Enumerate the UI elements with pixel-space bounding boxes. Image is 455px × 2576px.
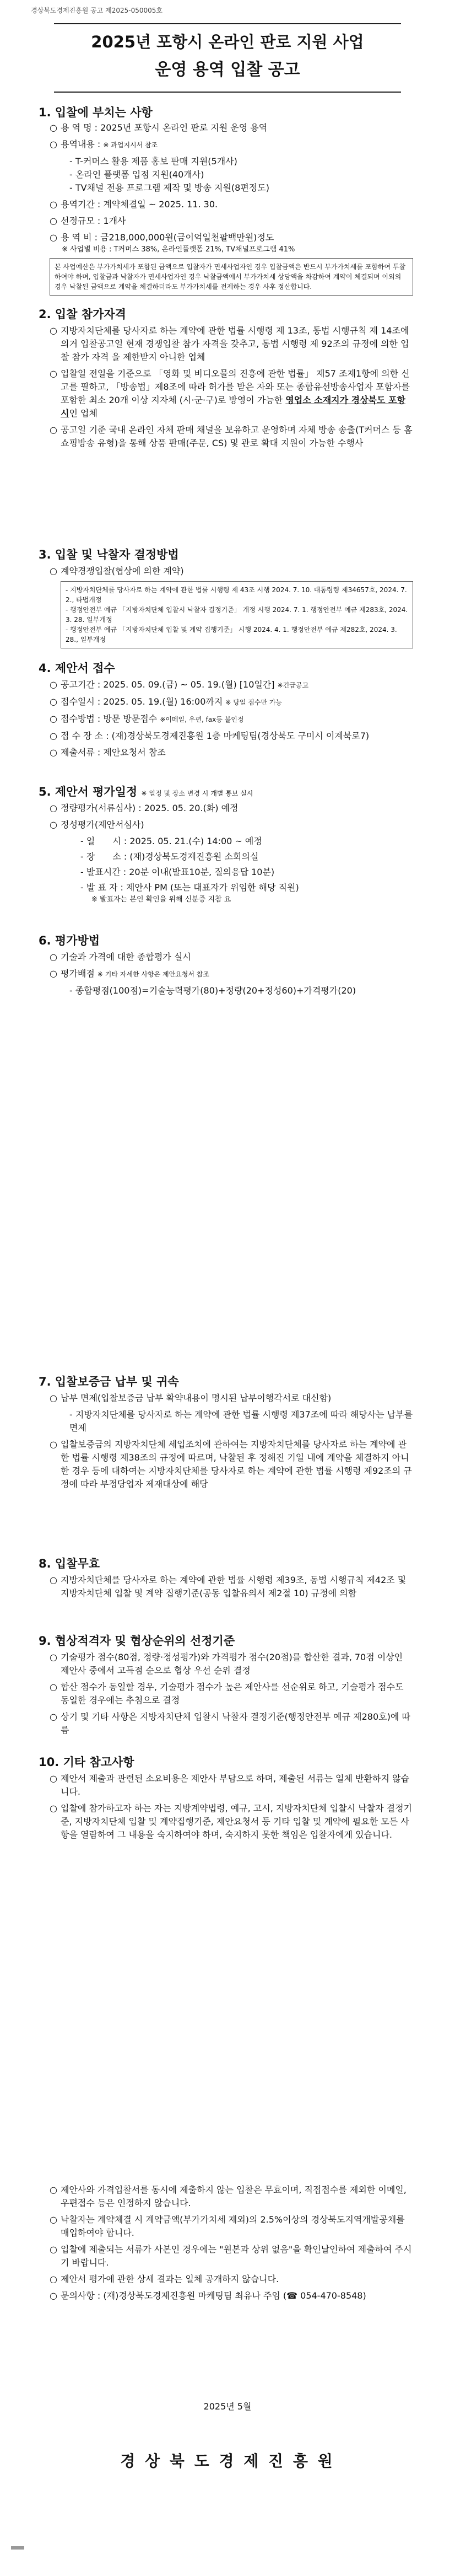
eval-presentation-time: - 발표시간 : 20분 이내(발표10분, 질의응답 10분) [80,867,275,877]
page-title-line2: 운영 용역 입찰 공고 [155,60,300,79]
submission-deadline-note: ※ 당일 접수만 가능 [225,699,283,706]
section-1-heading: 1. 입찰에 부치는 사항 [39,106,153,119]
urgent-notice: ※긴급공고 [277,681,309,689]
section-5-heading [39,783,253,799]
bid-basis-box [61,581,413,648]
bid-invalid: 지방자치단체를 당사자로 하는 계약에 관한 법률 시행령 제39조, 동법 시행규칙 제42조 및 지방자치단체 입찰 및 계약 집행기준(공동 입찰유의서 제2절 10) 규정에 의함 [61,1575,407,1598]
page-title-line1: 2025년 포항시 온라인 판로 지원 사업 [91,33,364,51]
eval-score-note: ※ 기타 자세한 사항은 제안요청서 참조 [97,970,209,978]
deposit-exemption: 납부 면제(입찰보증금 납부 확약내용이 명시된 납부이행각서로 대신함) [61,1393,332,1403]
section-10-heading: 10. 기타 참고사항 [39,1756,134,1769]
section-8-heading: 8. 입찰무효 [39,1557,100,1570]
eval-score-formula: - 종합평점(100점)=기술능력평가(80)+정량(20+정성60)+가격평가(20) [69,985,356,996]
eval-presenter: - 발 표 자 : 제안사 PM (또는 대표자가 위임한 해당 직원) [80,882,299,893]
vat-box-note: 본 사업예산은 부가가치세가 포함된 금액으로 입찰자가 면세사업자인 경우 입찰금액은 반드시 부가가치세를 포함하여 투찰하여야 하며, 입찰금과 낙찰자가 면세사업자인 경우 낙찰금액에서 부가가치세 상당액을 차감하여 계약이 체결되며 이외의 경우 낙찰된 금액으로 계약을 체결하더라도 부가가치세를 전제하는 경우 사후 정산합니다. [50,258,413,296]
service-content-note: ※ 과업지시서 참조 [103,141,158,149]
section-10-body: ○ 제안서 제출과 관련된 소요비용은 제안사 부담으로 하며, 제출된 서류는 일체 반환하지 않습니다. ○ 입찰에 참가하고자 하는 자는 지방계약법령, 예규, 고시, 지방자치단체 입찰시 낙찰자 결정기준, 지방자치단체 입찰 및 계약집행기준, 제안요청서 등 기타 입찰 및 계약에 필요한 모든 사항을 열람하여 그 내용을 숙지하여야 하며, 숙지하지 못한 책임은 입찰자에게 있습니다. [50,1773,412,1840]
reference-3: 제안사와 가격입찰서를 동시에 제출하지 않는 입찰은 무효이며, 직접접수를 제외한 이메일, 우편접수 등은 인정하지 않습니다. [61,2185,407,2208]
eval-datetime: - 일 시 : 2025. 05. 21.(수) 14:00 ~ 예정 [80,836,262,846]
section-6-heading: 6. 평가방법 [39,934,100,947]
submission-place: 접 수 장 소 : (재)경상북도경제진흥원 1층 마케팅팀(경상북도 구미시 이계북로7) [61,731,370,741]
reference-2: 입찰에 참가하고자 하는 자는 지방계약법령, 예규, 고시, 지방자치단체 입찰시 낙찰자 결정기준, 지방자치단체 입찰 및 계약집행기준, 제안요청서 등 기타 입찰 및 계약에 필요한 모든 사항을 열람하여 그 내용을 숙지하여야 하며, 숙지하지 못한 책임은 입찰자에게 있습니다. [61,1803,412,1840]
section-4-heading: 4. 제안서 접수 [39,662,115,675]
section-9-body: ○ 기술평가 점수(80점, 정량·정성평가)와 가격평가 점수(20점)를 합산한 결과, 70점 이상인 제안사 중에서 고득점 순으로 협상 우선 순위 결정 ○ 합산 점수가 동일할 경우, 기술평가 점수가 높은 제안사를 선순위로 하고, 기술평가 점수도 동일한 경우에는 추첨으로 결정 ○ 상기 및 기타 사항은 지방자치단체 입찰시 낙찰자 결정기준(행정안전부 예규 제280호)에 따름 [50,1652,410,1735]
bid-basis-3: - 행정안전부 예규 「지방자치단체 입찰 및 계약 집행기준」 시행 2024. 4. 1. 행정안전부 예규 제282호, 2024. 3. 28., 일부개정 [66,626,397,643]
bid-basis-2: - 행정안전부 예규 「지방자치단체 입찰시 낙찰자 결정기준」 개정 시행 2024. 7. 1. 행정안전부 예규 제283호, 2024. 3. 28. 일부개정 [66,606,408,624]
section-2-body: ○ 지방자치단체를 당사자로 하는 계약에 관한 법률 시행령 제 13조, 동법 시행규칙 제 14조에 의거 입찰공고일 현재 경쟁입찰 참가 자격을 갖추고, 동법 시행령 제 92조의 규정에 의한 입찰 참가 자격 을 제한받지 아니한 업체 ○ 입찰일 전일을 기준으로 「영화 및 비디오물의 진흥에 관한 법률」 제57 조제1항에 의한 신고를 필하고, 「방송법」제8조에 따라 허가를 받은 자와 또는 종합유선방송사업자 포함자를 포함한 최소 20개 이상 지자체 (시·군·구)로 방영이 가능한 영업소 소재지가 경상북도 포항시인 업체 ○ 공고일 기준 국내 온라인 자체 판매 채널을 보유하고 운영하며 자체 방송 송출(T커머스 등 홈쇼핑방송 유형)을 통해 상품 판매(주문, CS) 및 관로 확대 지원이 가능한 수행사 [50,325,413,448]
deposit-forfeit: 입찰보증금의 지방자치단체 세입조치에 관하여는 지방자치단체를 당사자로 하는 계약에 관한 법률 시행령 제38조의 규정에 따르며, 낙찰된 후 정해진 기일 내에 계약을 체결하지 아니한 경우 등에 대하여는 지방자치단체를 당사자로 하는 계약에 관한 법률 시행령 제92조의 규정에 따라 부정당업자 제재대상에 해당 [61,1439,412,1489]
section-5-title: 5. 제안서 평가일정 [39,785,138,798]
bid-basis-1: - 지방자치단체를 당사자로 하는 계약에 관한 법률 시행령 제 43조 시행 2024. 7. 10. 대통령령 제34657호, 2024. 7. 2., 타법개정 [66,586,407,604]
section-10-continued: ○ 제안사와 가격입찰서를 동시에 제출하지 않는 입찰은 무효이며, 직접접수를 제외한 이메일, 우편접수 등은 인정하지 않습니다. ○ 낙찰자는 계약체결 시 계약금액(부가가치세 제외)의 2.5%이상의 경상북도지역개발공채를 매입하여야 합니다. ○ 입찰에 제출되는 서류가 사본인 경우에는 "원본과 상위 없음"을 확인날인하여 제출하여 주시기 바랍니다. ○ 제안서 평가에 관한 상세 결과는 일체 공개하지 않습니다. ○ 문의사항 : (재)경상북도경제진흥원 마케팅팀 최유나 주임 (☎ 054-470-8548) [50,2185,412,2301]
service-cost-note: ※ 사업별 비용 : T커머스 38%, 온라인플랫폼 21%, TV채널프로그램 41% [62,245,295,254]
section-3-heading: 3. 입찰 및 낙찰자 결정방법 [39,548,179,561]
issuing-organization: 경 상 북 도 경 제 진 흥 원 [120,2452,335,2470]
section-5-body: ○ 정량평가(서류심사) : 2025. 05. 20.(화) 예정 ○ 정성평가(제안서심사) - 일 시 : 2025. 05. 21.(수) 14:00 ~ 예정 - 장 소 : (재)경상북도경제진흥원 소회의실 - 발표시간 : 20분 이내(발표10분, 질의응답 10분) - 발 표 자 : 제안사 PM (또는 대표자가 위임한 해당 직원) ※ 발표자는 본인 확인을 위해 신분증 지참 요 [50,802,413,905]
required-documents: 제출서류 : 제안요청서 참조 [61,747,166,758]
submission-deadline: 접수일시 : 2025. 05. 19.(월) 16:00까지 [61,696,223,707]
section-5-note: ※ 일정 및 장소 변경 시 개별 통보 실시 [141,790,253,797]
notice-date: 2025년 5월 [203,2401,252,2412]
section-3-body: ○ 계약경쟁입찰(협상에 의한 계약) - 지방자치단체를 당사자로 하는 계약에 관한 법률 시행령 제 43조 시행 2024. 7. 10. 대통령령 제34657호, 2024. 7. 2., 타법개정 - 행정안전부 예규 「지방자치단체 입찰시 낙찰자 결정기준」 개정 시행 2024. 7. 1. 행정안전부 예규 제283호, 2024. 3. 28. 일부개정 - 행정안전부 예규 「지방자치단체 입찰 및 계약 집행기준」 시행 2024. 4. 1. 행정안전부 예규 제282호, 2024. 3. 28., 일부개정 [50,565,413,648]
negotiation-criteria-1: 기술평가 점수(80점, 정량·정성평가)와 가격평가 점수(20점)를 합산한 결과, 70점 이상인 제안사 중에서 고득점 순으로 협상 우선 순위 결정 [61,1652,403,1676]
negotiation-criteria-2: 합산 점수가 동일할 경우, 기술평가 점수가 높은 제안사를 선순위로 하고, 기술평가 점수도 동일한 경우에는 추첨으로 결정 [61,1682,404,1705]
service-sub-3: - TV채널 전용 프로그램 제작 및 방송 지원(8편정도) [69,183,269,193]
service-sub-2: - 온라인 플랫폼 입점 지원(40개사) [69,169,204,180]
eligibility-2-c: 인 업체 [69,408,98,418]
service-period: 용역기간 : 계약체결일 ~ 2025. 11. 30. [61,199,218,210]
section-1-body: ○ 용 역 명 : 2025년 포항시 온라인 판로 지원 운영 용역 ○ 용역내용 : ※ 과업지시서 참조 - T-커머스 활용 제품 홍보 판매 지원(5개사) - 온라인 플랫폼 입점 지원(40개사) - TV채널 전용 프로그램 제작 및 방송 지원(8편정도) ○ 용역기간 : 계약체결일 ~ 2025. 11. 30. ○ 선정규모 : 1개사 ○ 용 역 비 : 금218,000,000원(금이억일천팔백만원)정도 ※ 사업별 비용 : T커머스 38%, 온라인플랫폼 21%, TV채널프로그램 41% 본 사업예산은 부가가치세가 포함된 금액으로 입찰자가 면세사업자인 경우 입찰금액은 반드시 부가가치세를 포함하여 투찰하여야 하며, 입찰금과 낙찰자가 면세사업자인 경우 낙찰금액에서 부가가치세 상당액을 차감하여 계약이 체결되며 이외의 경우 낙찰된 금액으로 계약을 체결하더라도 부가가치세를 전제하는 경우 사후 정산합니다. [50,121,413,296]
reference-1: 제안서 제출과 관련된 소요비용은 제안사 부담으로 하며, 제출된 서류는 일체 반환하지 않습니다. [61,1773,409,1797]
eligibility-2-b: 영업소 소재지가 경상북도 포항시 [61,395,405,418]
eval-method: 기술과 가격에 대한 종합평가 실시 [61,952,191,962]
eligibility-3: 공고일 기준 국내 온라인 자체 판매 채널을 보유하고 운영하며 자체 방송 송출(T커머스 등 홈쇼핑방송 유형)을 통해 상품 판매(주문, CS) 및 관로 확대 지원이 가능한 수행사 [61,425,413,448]
reference-4: 낙찰자는 계약체결 시 계약금액(부가가치세 제외)의 2.5%이상의 경상북도지역개발공채를 매입하여야 합니다. [61,2214,405,2238]
section-4-body: ○ 공고기간 : 2025. 05. 09.(금) ~ 05. 19.(월) [10일간] ※긴급공고 ○ 접수일시 : 2025. 05. 19.(월) 16:00까지 ※ 당일 접수만 가능 ○ 접수방법 : 방문 방문접수 ※이메일, 우편, fax등 불인정 ○ 접 수 장 소 : (재)경상북도경제진흥원 1층 마케팅팀(경상북도 구미시 이계북로7) ○ 제출서류 : 제안요청서 참조 [50,679,370,758]
section-6-body: ○ 기술과 가격에 대한 종합평가 실시 ○ 평가배점 ※ 기타 자세한 사항은 제안요청서 참조 - 종합평점(100점)=기술능력평가(80)+정량(20+정성60)+가격평가(20) [50,951,413,997]
selection-scale: 선정규모 : 1개사 [61,216,126,226]
section-7-heading: 7. 입찰보증금 납부 및 귀속 [39,1375,179,1388]
title-box [54,23,401,93]
section-7-body: ○ 납부 면제(입찰보증금 납부 확약내용이 명시된 납부이행각서로 대신함) - 지방자치단체를 당사자로 하는 계약에 관한 법률 시행령 제37조에 따라 해당사는 납부를 면제 ○ 입찰보증금의 지방자치단체 세입조치에 관하여는 지방자치단체를 당사자로 하는 계약에 관한 법률 시행령 제38조의 규정에 따르며, 낙찰된 후 정해진 기일 내에 계약을 체결하지 아니한 경우 등에 대하여는 지방자치단체를 당사자로 하는 계약에 관한 법률 시행령 제92조의 규정에 따라 부정당업자 제재대상에 해당 [50,1393,413,1489]
service-sub-1: - T-커머스 활용 제품 홍보 판매 지원(5개사) [69,156,237,167]
negotiation-criteria-3: 상기 및 기타 사항은 지방자치단체 입찰시 낙찰자 결정기준(행정안전부 예규 제280호)에 따름 [61,1711,410,1735]
reference-5: 입찰에 제출되는 서류가 사본인 경우에는 "원본과 상위 없음"을 확인날인하여 제출하여 주시기 바랍니다. [61,2244,412,2268]
section-8-body: ○ 지방자치단체를 당사자로 하는 계약에 관한 법률 시행령 제39조, 동법 시행규칙 제42조 및 지방자치단체 입찰 및 계약 집행기준(공동 입찰유의서 제2절 10) 규정에 의함 [50,1575,407,1598]
contact-info: 문의사항 : (재)경상북도경제진흥원 마케팅팀 최유나 주임 (☎ 054-470-8548) [61,2290,366,2301]
reference-6: 제안서 평가에 관한 상세 결과는 일체 공개하지 않습니다. [61,2274,279,2284]
eval-presenter-note: ※ 발표자는 본인 확인을 위해 신분증 지참 요 [91,895,231,904]
document-number: 경상북도경제진흥원 공고 제2025-050005호 [31,7,163,14]
eligibility-2-a: 입찰일 전일을 기준으로 「영화 및 비디오물의 진흥에 관한 법률」 제57 조제1항에 의한 신고를 필하고, 「방송법」제8조에 따라 허가를 받은 자와 또는 종합유선방송사업자 포함자를 포함한 최소 20개 이상 지자체 (시·군·구)로 방영이 가능한 [61,368,410,405]
eligibility-1: 지방자치단체를 당사자로 하는 계약에 관한 법률 시행령 제 13조, 동법 시행규칙 제 14조에 의거 입찰공고일 현재 경쟁입찰 참가 자격을 갖추고, 동법 시행령 제 92조의 규정에 의한 입찰 참가 자격 을 제한받지 아니한 업체 [61,325,409,362]
section-9-heading: 9. 협상적격자 및 협상순위의 선정기준 [39,1634,235,1647]
quantitative-eval: 정량평가(서류심사) : 2025. 05. 20.(화) 예정 [61,803,239,813]
eval-place: - 장 소 : (재)경상북도경제진흥원 소회의실 [80,851,259,862]
service-cost: 용 역 비 : 금218,000,000원(금이억일천팔백만원)정도 [61,232,274,243]
deposit-exemption-detail: - 지방자치단체를 당사자로 하는 계약에 관한 법률 시행령 제37조에 따라 해당사는 납부를 면제 [69,1409,413,1433]
notice-period: 공고기간 : 2025. 05. 09.(금) ~ 05. 19.(월) [10일간] [61,679,275,690]
section-2-heading: 2. 입찰 참가자격 [39,308,126,321]
service-content-label: 용역내용 : [61,139,101,149]
submission-method: 접수방법 : 방문 방문접수 [61,713,158,724]
page-marker [11,2546,24,2550]
bid-method: 계약경쟁입찰(협상에 의한 계약) [61,566,184,576]
eval-score-label: 평가배점 [61,968,95,979]
qualitative-eval: 정성평가(제안서심사) [61,819,144,830]
service-name: 용 역 명 : 2025년 포항시 온라인 판로 지원 운영 용역 [61,122,268,133]
submission-method-note: ※이메일, 우편, fax등 불인정 [160,716,244,723]
